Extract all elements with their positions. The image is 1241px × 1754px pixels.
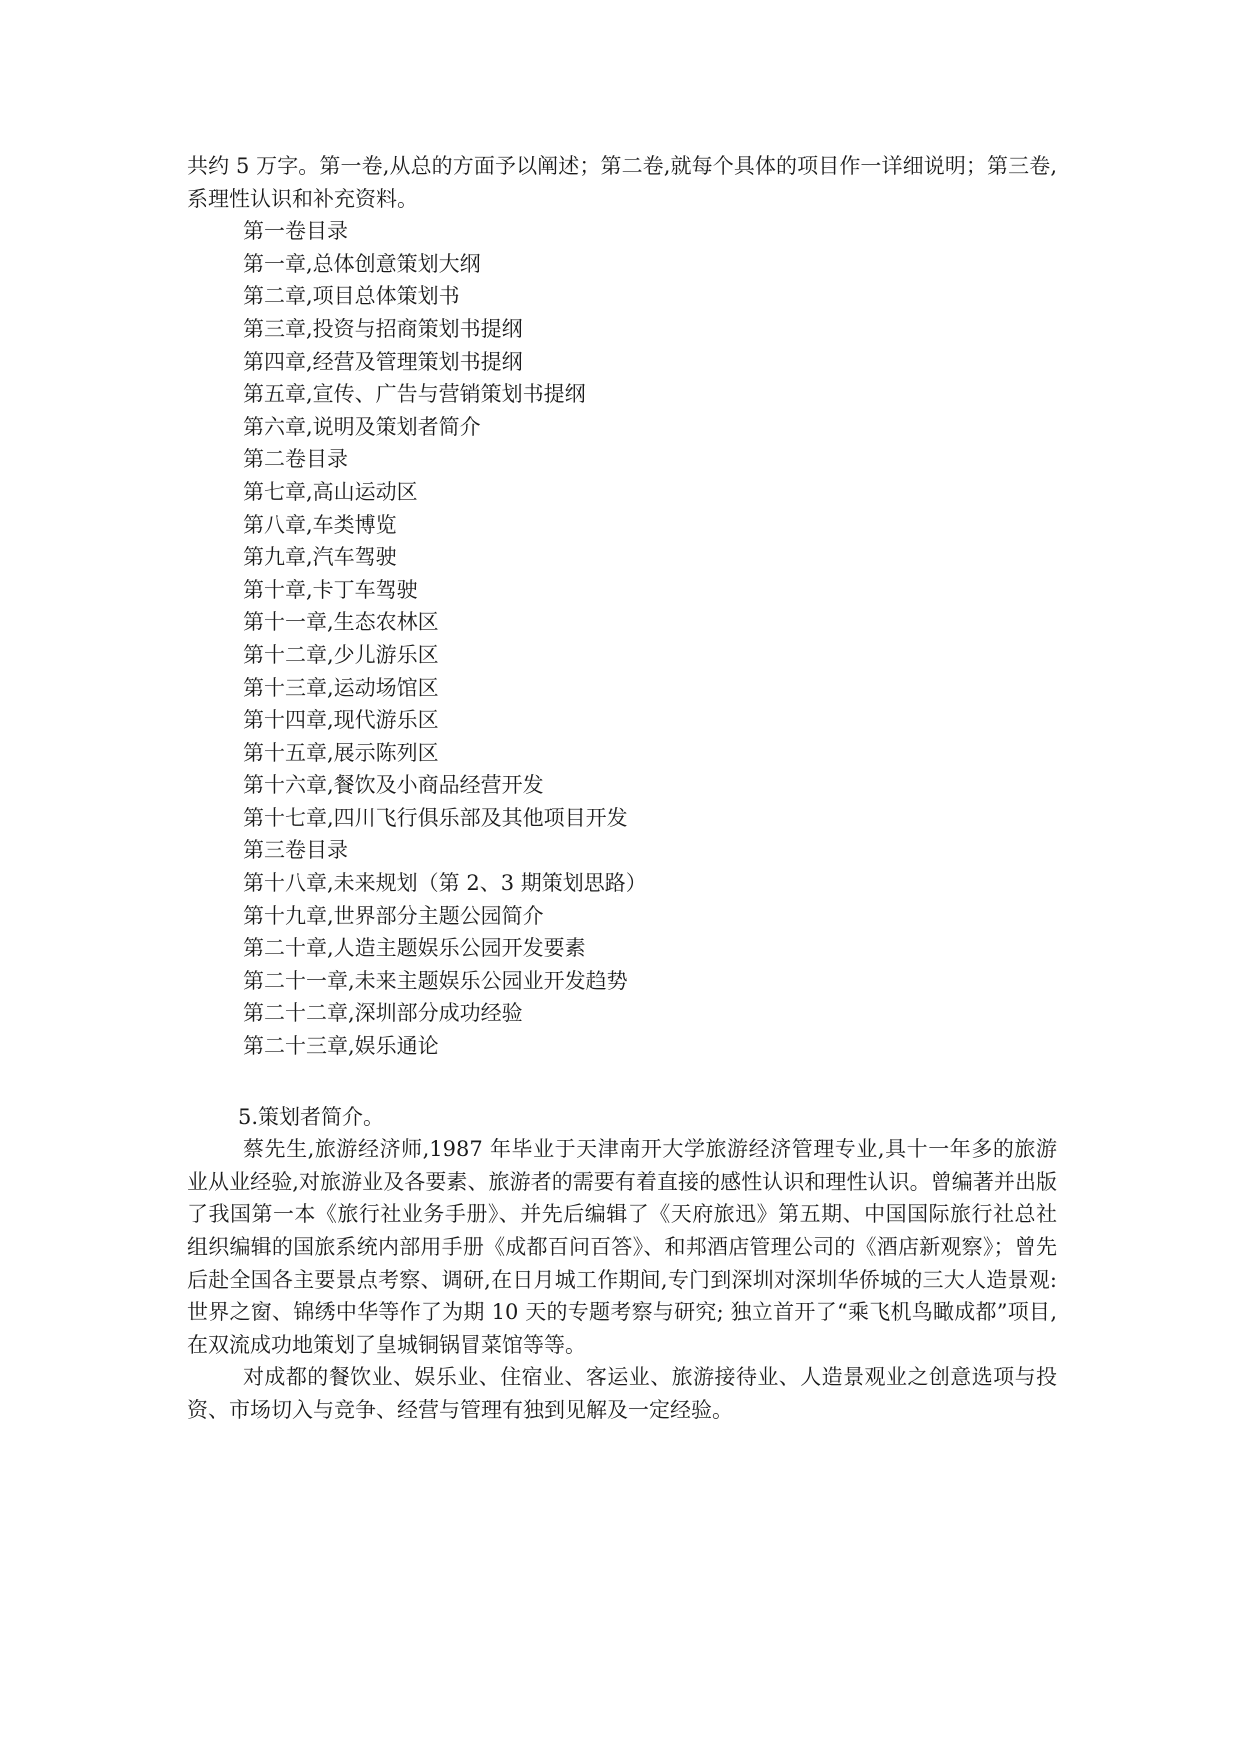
toc-item: 第十五章,展示陈列区 <box>243 740 439 765</box>
toc-item: 第二卷目录 <box>243 447 348 472</box>
toc-item: 第二十章,人造主题娱乐公园开发要素 <box>243 936 586 961</box>
bio-paragraph: 对成都的餐饮业、娱乐业、住宿业、客运业、旅游接待业、人造景观业之创意选项与投资、市场切入与竞争、经营与管理有独到见解及一定经验。 <box>187 1365 1057 1422</box>
toc-item: 第一章,总体创意策划大纲 <box>243 251 481 276</box>
section-heading: 5.策划者简介。 <box>238 1104 385 1129</box>
toc-item: 第二十一章,未来主题娱乐公园业开发趋势 <box>243 968 628 993</box>
toc-item: 第九章,汽车驾驶 <box>243 545 397 570</box>
toc-item: 第十四章,现代游乐区 <box>243 708 439 733</box>
bio-paragraph: 蔡先生,旅游经济师,1987 年毕业于天津南开大学旅游经济管理专业,具十一年多的旅游业从业经验,对旅游业及各要素、旅游者的需要有着直接的感性认识和理性认识。曾编著并出版了我国第一本《旅行社业务手册》、并先后编辑了《天府旅迅》第五期、中国国际旅行社总社组织编辑的国旅系统内部用手册《成都百问百答》、和邦酒店管理公司的《酒店新观察》；曾先后赴全国各主要景点考察、调研,在日月城工作期间,专门到深圳对深圳华侨城的三大人造景观: 世界之窗、锦绣中华等作了为期 10 天的专题考察与研究; 独立首开了“乘飞机鸟瞰成都”项目,在双流成功地策划了皇城铜锅冒菜馆等等。 <box>187 1137 1057 1357</box>
toc-item: 第十三章,运动场馆区 <box>243 675 439 700</box>
toc-item: 第十九章,世界部分主题公园简介 <box>243 903 544 928</box>
document-page <box>187 150 1057 1427</box>
table-of-contents <box>187 215 1057 1062</box>
toc-item: 第二十三章,娱乐通论 <box>243 1034 439 1059</box>
toc-item: 第三章,投资与招商策划书提纲 <box>243 316 523 341</box>
toc-item: 第二章,项目总体策划书 <box>243 284 460 309</box>
toc-item: 第十二章,少儿游乐区 <box>243 642 439 667</box>
toc-item: 第十章,卡丁车驾驶 <box>243 577 418 602</box>
toc-item: 第十一章,生态农林区 <box>243 610 439 635</box>
intro-paragraph: 共约 5 万字。第一卷,从总的方面予以阐述；第二卷,就每个具体的项目作一详细说明；第三卷,系理性认识和补充资料。 <box>187 154 1057 211</box>
toc-item: 第六章,说明及策划者简介 <box>243 414 481 439</box>
toc-item: 第四章,经营及管理策划书提纲 <box>243 349 523 374</box>
toc-item: 第十七章,四川飞行俱乐部及其他项目开发 <box>243 805 628 830</box>
toc-item: 第二十二章,深圳部分成功经验 <box>243 1001 523 1026</box>
toc-item: 第八章,车类博览 <box>243 512 397 537</box>
toc-item: 第一卷目录 <box>243 219 348 244</box>
toc-item: 第五章,宣传、广告与营销策划书提纲 <box>243 382 586 407</box>
toc-item: 第十八章,未来规划（第 2、3 期策划思路） <box>243 871 647 896</box>
toc-item: 第三卷目录 <box>243 838 348 863</box>
toc-item: 第七章,高山运动区 <box>243 479 418 504</box>
toc-item: 第十六章,餐饮及小商品经营开发 <box>243 773 544 798</box>
